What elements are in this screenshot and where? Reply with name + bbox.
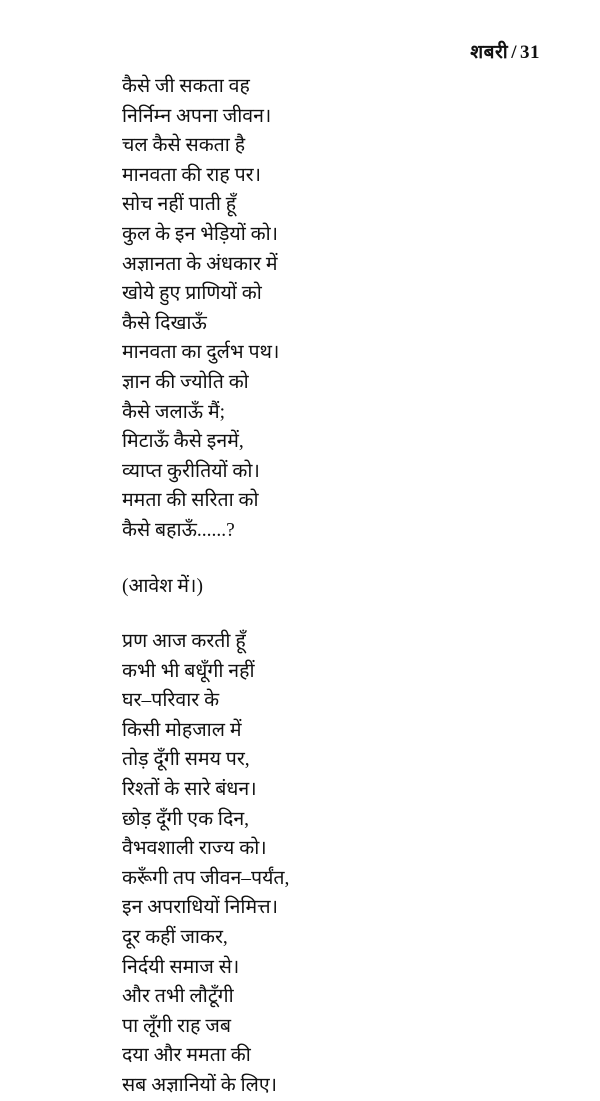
poem-line: पा लूँगी राह जब (122, 1015, 231, 1037)
poem-line: कभी भी बधूँगी नहीं (122, 660, 255, 682)
stage-direction (122, 572, 522, 602)
header-separator: / (511, 42, 517, 63)
poem-line: कैसे जलाऊँ मैं; (122, 401, 226, 423)
poem-line: कैसे बहाऊँ......? (122, 519, 235, 541)
stage-direction-line: (आवेश में।) (122, 575, 203, 597)
poem-line: सब अज्ञानियों के लिए। (122, 1075, 278, 1096)
stanza-1 (122, 72, 522, 546)
poem-line: मिटाऊँ कैसे इनमें, (122, 431, 244, 453)
poem-line: मानवता की राह पर। (122, 164, 262, 186)
poem-body (122, 72, 522, 1101)
poem-line: दूर कहीं जाकर, (122, 927, 228, 949)
poem-line: मानवता का दुर्लभ पथ। (122, 342, 280, 364)
poem-line: रिश्तों के सारे बंधन। (122, 779, 257, 801)
poem-line: ममता की सरिता को (122, 490, 259, 512)
poem-line: घर–परिवार के (122, 690, 220, 712)
poem-line: तोड़ दूँगी समय पर, (122, 749, 250, 771)
poem-line: कैसे दिखाऊँ (122, 312, 207, 334)
poem-line: और तभी लौटूँगी (122, 986, 234, 1008)
poem-line: प्रण आज करती हूँ (122, 631, 246, 653)
poem-line: निर्दयी समाज से। (122, 956, 240, 978)
poem-line: दया और ममता की (122, 1045, 251, 1067)
poem-line: खोये हुए प्राणियों को (122, 283, 262, 305)
poem-line: कैसे जी सकता वह (122, 76, 250, 97)
poem-line: कुल के इन भेड़ियों को। (122, 223, 279, 245)
poem-line: ज्ञान की ज्योति को (122, 371, 249, 393)
poem-line: अज्ञानता के अंधकार में (122, 253, 278, 275)
stanza-2 (122, 627, 522, 1101)
poem-line: सोच नहीं पाती हूँ (122, 194, 237, 216)
poem-line: निर्निम्न अपना जीवन। (122, 105, 272, 127)
poem-line: चल कैसे सकता है (122, 135, 246, 157)
poem-line: छोड़ दूँगी एक दिन, (122, 808, 250, 830)
poem-line: करूँगी तप जीवन–पर्यंत, (122, 867, 290, 889)
page-header (470, 38, 540, 64)
poem-line: व्याप्त कुरीतियों को। (122, 460, 260, 482)
page-number: 31 (520, 42, 540, 63)
poem-line: किसी मोहजाल में (122, 719, 242, 741)
book-title: शबरी (470, 42, 509, 63)
poem-line: वैभवशाली राज्य को। (122, 838, 267, 860)
poem-line: इन अपराधियों निमित्त। (122, 897, 279, 919)
